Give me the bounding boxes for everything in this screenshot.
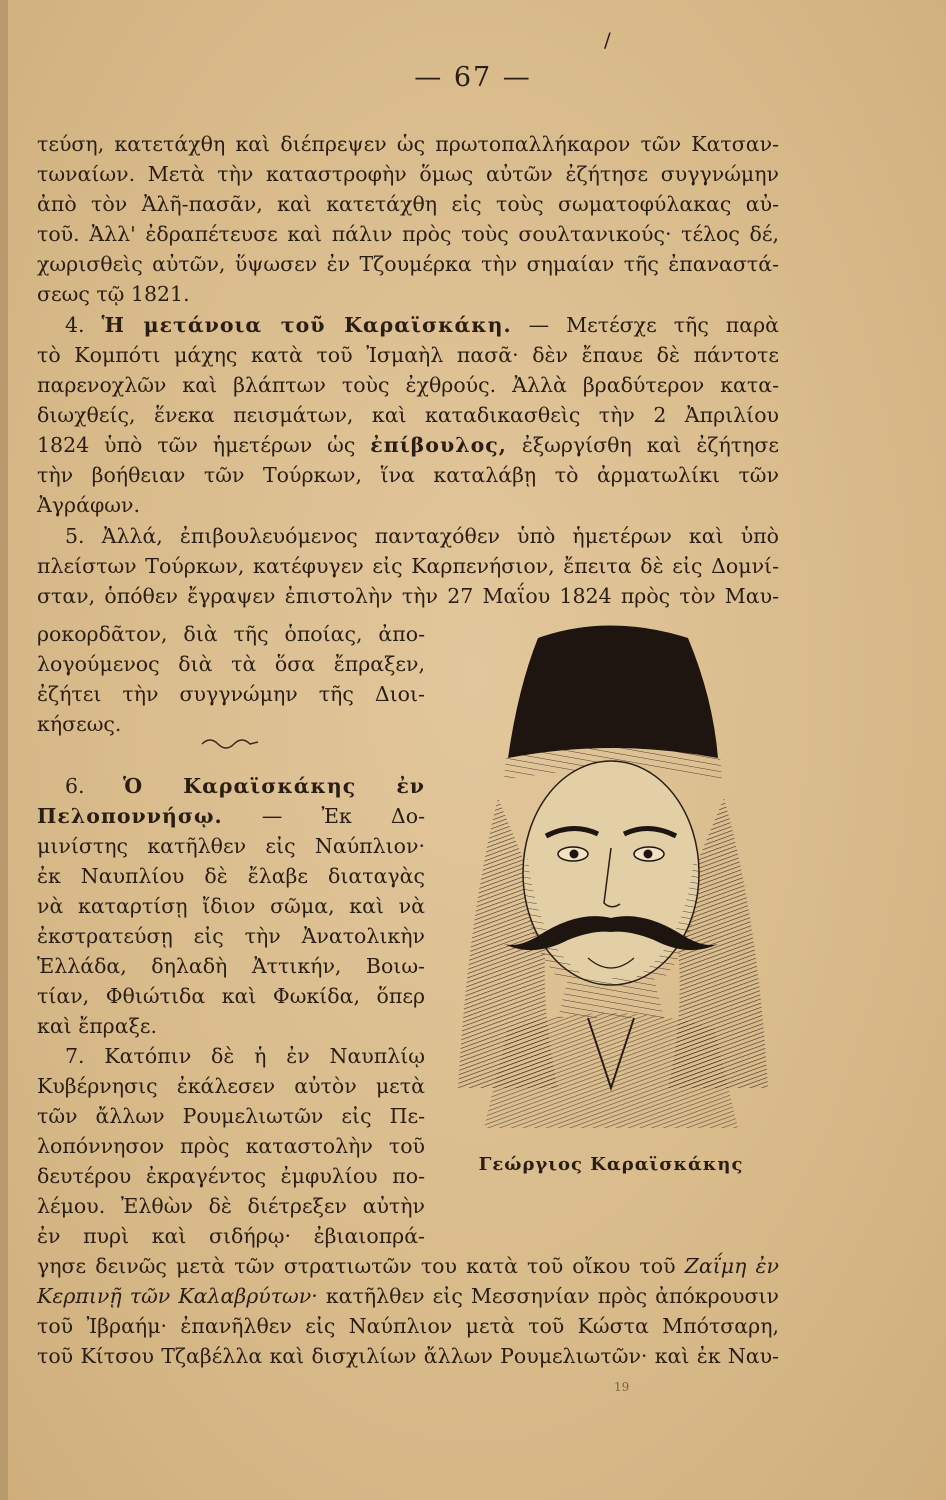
text-line: ἐν πυρὶ καὶ σιδήρῳ· ἐβιαιοπρά- xyxy=(37,1224,425,1248)
text-line: 5. Ἀλλά, ἐπιβουλευόμενος πανταχόθεν ὑπὸ ἡμετέρων καὶ ὑπὸ xyxy=(65,524,779,548)
text-line xyxy=(37,1252,779,1280)
emphasis-word: ἐπίβουλος, xyxy=(370,433,507,457)
text-line: σταν, ὁπόθεν ἔγραψεν ἐπιστολὴν τὴν 27 Μαΐου 1824 πρὸς τὸν Μαυ- xyxy=(37,584,779,608)
italic-span: Ζαΐμη ἐν xyxy=(684,1254,779,1278)
text-line: Ἑλλάδα, δηλαδὴ Ἀττικήν, Βοιω- xyxy=(37,954,425,978)
italic-span: Κερπινῇ τῶν Καλαβρύτων· xyxy=(37,1284,318,1308)
text-line: τοῦ. Ἀλλ' ἐδραπέτευσε καὶ πάλιν πρὸς τοὺς σουλτανικούς· τέλος δέ, xyxy=(37,222,779,246)
text-line: τεύση, κατετάχθη καὶ διέπρεψεν ὡς πρωτοπαλλήκαρον τῶν Κατσαν- xyxy=(37,132,779,156)
text-line: λοπόννησον πρὸς καταστολὴν τοῦ xyxy=(37,1134,425,1158)
text-line: καὶ ἔπραξε. xyxy=(37,1014,158,1038)
paragraph-number: 4. xyxy=(65,313,85,337)
text-span: — Ἐκ Δο- xyxy=(261,804,425,828)
corner-mark: / xyxy=(604,28,611,52)
text-line: παρενοχλῶν καὶ βλάπτων τοὺς ἐχθρούς. Ἀλλὰ βραδύτερον κατα- xyxy=(37,373,779,397)
text-line: Κυβέρνησις ἐκάλεσεν αὐτὸν μετὰ xyxy=(37,1074,425,1098)
text-line: νὰ καταρτίσῃ ἴδιον σῶμα, καὶ νὰ xyxy=(37,894,425,918)
text-line: λογούμενος διὰ τὰ ὅσα ἔπραξεν, xyxy=(37,652,425,676)
text-line: πλείστων Τούρκων, κατέφυγεν εἰς Καρπενήσιον, ἔπειτα δὲ εἰς Δομνί- xyxy=(37,554,779,578)
paragraph-6-first-line xyxy=(37,772,425,800)
text-span: κατῆλθεν εἰς Μεσσηνίαν πρὸς ἀπόκρουσιν xyxy=(325,1284,779,1308)
section-heading: Ὁ Καραϊσκάκης ἐν xyxy=(123,774,425,798)
text-line: χωρισθεὶς αὐτῶν, ὕψωσεν ἐν Τζουμέρκα τὴν σημαίαν τῆς ἐπαναστά- xyxy=(37,252,779,276)
section-heading: Ἡ μετάνοια τοῦ Καραϊσκάκη. xyxy=(101,313,512,337)
text-line xyxy=(37,1282,779,1310)
text-line xyxy=(37,431,779,459)
text-line: διωχθείς, ἕνεκα πεισμάτων, καὶ καταδικασθεὶς τὴν 2 Ἀπριλίου xyxy=(37,403,779,427)
text-line: κήσεως. xyxy=(37,712,122,736)
text-line: δευτέρου ἐκραγέντος ἐμφυλίου πο- xyxy=(37,1164,425,1188)
page-edge xyxy=(0,0,8,1500)
footer-mark: 19 xyxy=(614,1380,630,1394)
text-line: λέμου. Ἐλθὼν δὲ διέτρεξεν αὐτὴν xyxy=(37,1194,425,1218)
text-line: τωναίων. Μετὰ τὴν καταστροφὴν ὅμως αὐτῶν ἐζήτησε συγγνώμην xyxy=(37,162,779,186)
text-line: ἐζήτει τὴν συγγνώμην τῆς Διοι- xyxy=(37,682,425,706)
swung-dash-ornament xyxy=(200,732,260,752)
text-line: 7. Κατόπιν δὲ ἡ ἐν Ναυπλίῳ xyxy=(65,1044,425,1068)
text-line: Ἀγράφων. xyxy=(37,493,141,517)
portrait-caption: Γεώργιος Καραϊσκάκης xyxy=(478,1154,744,1175)
text-span: 1824 ὑπὸ τῶν ἡμετέρων ὡς xyxy=(37,433,356,457)
section-heading: Πελοποννήσῳ. xyxy=(37,804,223,828)
text-line: τῶν ἄλλων Ρουμελιωτῶν εἰς Πε- xyxy=(37,1104,425,1128)
text-line: ἐκστρατεύσῃ εἰς τὴν Ἀνατολικὴν xyxy=(37,924,425,948)
paragraph-number: 6. xyxy=(65,774,85,798)
paragraph-4-first-line xyxy=(37,311,779,339)
text-line: τοῦ Κίτσου Τζαβέλλα καὶ δισχιλίων ἄλλων Ρουμελιωτῶν· καὶ ἐκ Ναυ- xyxy=(37,1344,779,1368)
text-line: σεως τῷ 1821. xyxy=(37,282,190,306)
paragraph-6-second-line xyxy=(37,802,425,830)
text-line: ἐκ Ναυπλίου δὲ ἔλαβε διαταγὰς xyxy=(37,864,425,888)
text-line: ἀπὸ τὸν Ἀλῆ-πασᾶν, καὶ κατετάχθη εἰς τοὺς σωματοφύλακας αὐ- xyxy=(37,192,779,216)
text-line: τοῦ Ἰβραήμ· ἐπανῆλθεν εἰς Ναύπλιον μετὰ τοῦ Κώστα Μπότσαρη, xyxy=(37,1314,779,1338)
text-span: ἐξωργίσθη καὶ ἐζήτησε xyxy=(521,433,779,457)
text-line: τὸ Κομπότι μάχης κατὰ τοῦ Ἰσμαὴλ πασᾶ· δὲν ἔπαυε δὲ πάντοτε xyxy=(37,343,779,367)
text-line: τὴν βοήθειαν τῶν Τούρκων, ἵνα καταλάβῃ τὸ ἀρματωλίκι τῶν xyxy=(37,463,779,487)
page-number: — 67 — xyxy=(414,62,532,93)
text-span: γησε δεινῶς μετὰ τῶν στρατιωτῶν του κατὰ τοῦ οἴκου τοῦ xyxy=(37,1254,676,1278)
portrait-engraving xyxy=(438,618,784,1128)
text-line: τίαν, Φθιώτιδα καὶ Φωκίδα, ὅπερ xyxy=(37,984,425,1008)
text-line: ροκορδᾶτον, διὰ τῆς ὁποίας, ἀπο- xyxy=(37,622,425,646)
text-span: — Μετέσχε τῆς παρὰ xyxy=(528,313,779,337)
text-line: μινίστης κατῆλθεν εἰς Ναύπλιον· xyxy=(37,834,425,858)
